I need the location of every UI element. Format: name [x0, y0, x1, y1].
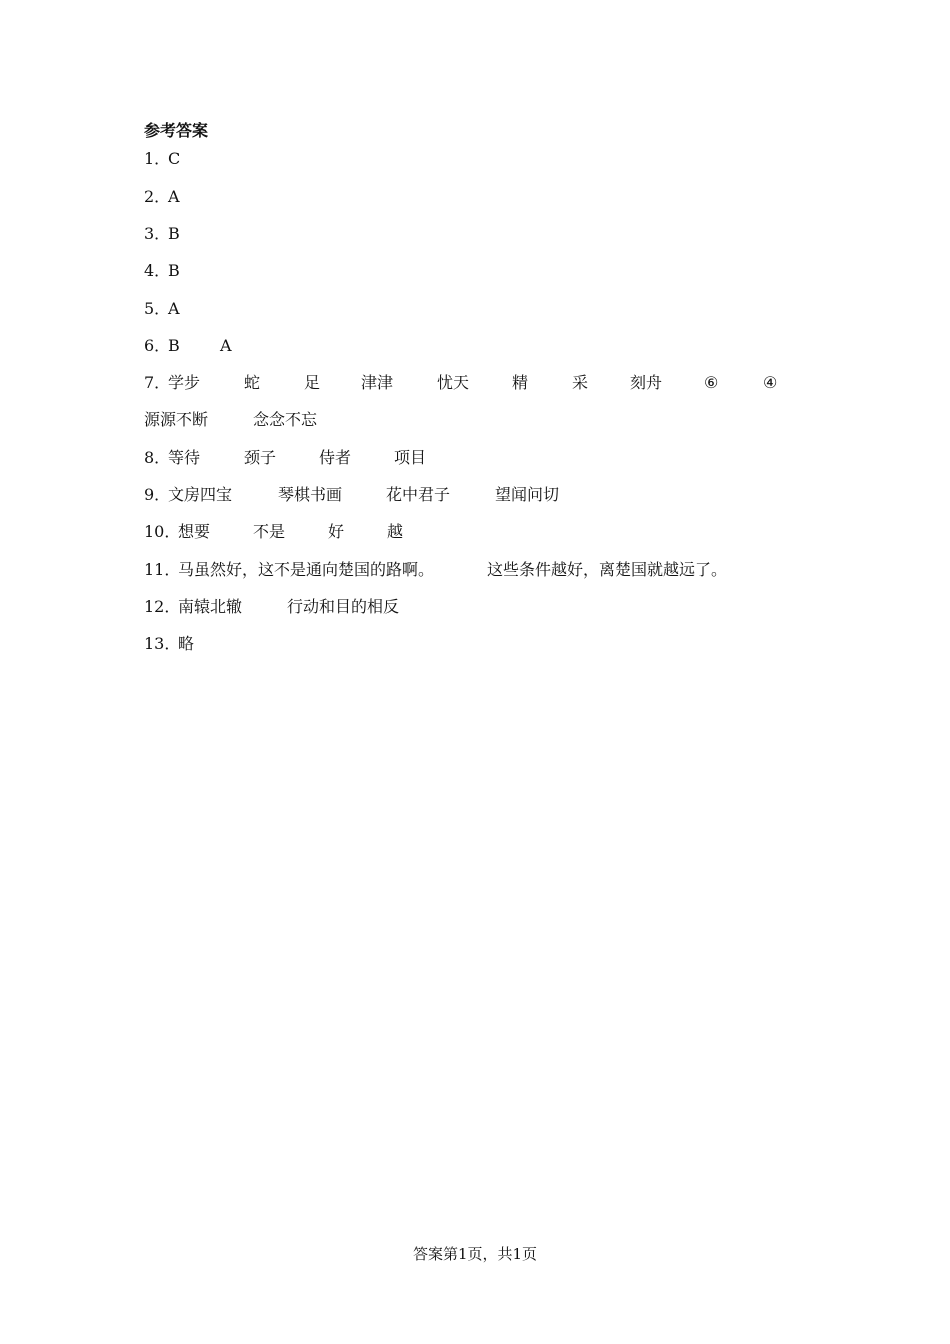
answer-part: 越 — [387, 522, 404, 541]
answer-row-11 — [144, 559, 728, 581]
answer-number: 1． — [144, 149, 171, 168]
answer-row-1 — [144, 148, 181, 170]
answer-row-8 — [144, 447, 427, 469]
answer-number: 9． — [144, 485, 171, 504]
answer-row-6 — [144, 335, 232, 357]
answer-part: 刻舟 — [630, 373, 663, 392]
answer-part: 学步 — [168, 373, 201, 392]
answer-number: 3． — [144, 224, 171, 243]
answer-part: 项目 — [394, 448, 427, 467]
answer-row-7 — [144, 372, 824, 394]
answer-number: 13． — [144, 634, 181, 653]
answer-row-13 — [144, 633, 195, 655]
answer-part: 琴棋书画 — [278, 485, 343, 504]
answer-part: 想要 — [178, 522, 211, 541]
answer-part: ④ — [763, 373, 778, 392]
answer-part: 好 — [328, 522, 345, 541]
answer-part: 略 — [178, 634, 195, 653]
answer-part: 南辕北辙 — [178, 597, 243, 616]
answer-number: 11． — [144, 560, 181, 579]
answer-number: 7． — [144, 373, 171, 392]
answer-part: 津津 — [361, 373, 394, 392]
page-title: 参考答案 — [144, 121, 209, 140]
answer-number: 4． — [144, 261, 171, 280]
answer-part: A — [168, 299, 180, 318]
answer-part: B — [168, 261, 180, 280]
answer-part: 蛇 — [244, 373, 261, 392]
answer-part: 采 — [572, 373, 589, 392]
answer-part: 足 — [304, 373, 321, 392]
answer-part: ⑥ — [704, 373, 719, 392]
answer-number: 5． — [144, 299, 171, 318]
answer-number: 10． — [144, 522, 181, 541]
answer-part: C — [168, 149, 181, 168]
answer-part: 马虽然好，这不是通向楚国的路啊。 — [178, 560, 435, 579]
answer-part: 不是 — [253, 522, 286, 541]
answer-part: 念念不忘 — [253, 410, 318, 429]
answer-part: 颈子 — [244, 448, 277, 467]
answer-part: 行动和目的相反 — [287, 597, 400, 616]
answer-part: B — [168, 336, 180, 355]
answer-part: 望闻问切 — [495, 485, 560, 504]
answer-row-3 — [144, 223, 180, 245]
answer-part: 精 — [512, 373, 529, 392]
answer-part: B — [168, 224, 180, 243]
answer-part: 文房四宝 — [168, 485, 233, 504]
answer-number: 2． — [144, 187, 171, 206]
answer-part: 侍者 — [319, 448, 352, 467]
answer-number: 6． — [144, 336, 171, 355]
answer-part: A — [220, 336, 232, 355]
answer-part: 忧天 — [437, 373, 470, 392]
answer-row-10 — [144, 521, 404, 543]
answer-part: 花中君子 — [386, 485, 451, 504]
answer-part: 这些条件越好，离楚国就越远了。 — [487, 560, 728, 579]
answer-row-9 — [144, 484, 560, 506]
answer-part: A — [168, 187, 180, 206]
answer-row-4 — [144, 260, 180, 282]
answer-row-12 — [144, 596, 400, 618]
answer-row-2 — [144, 186, 180, 208]
answer-number: 12． — [144, 597, 181, 616]
answer-number: 8． — [144, 448, 171, 467]
answer-part: 源源不断 — [144, 410, 209, 429]
answer-part: 等待 — [168, 448, 201, 467]
page-footer: 答案第1页，共1页 — [412, 1245, 538, 1263]
answer-row-5 — [144, 298, 180, 320]
